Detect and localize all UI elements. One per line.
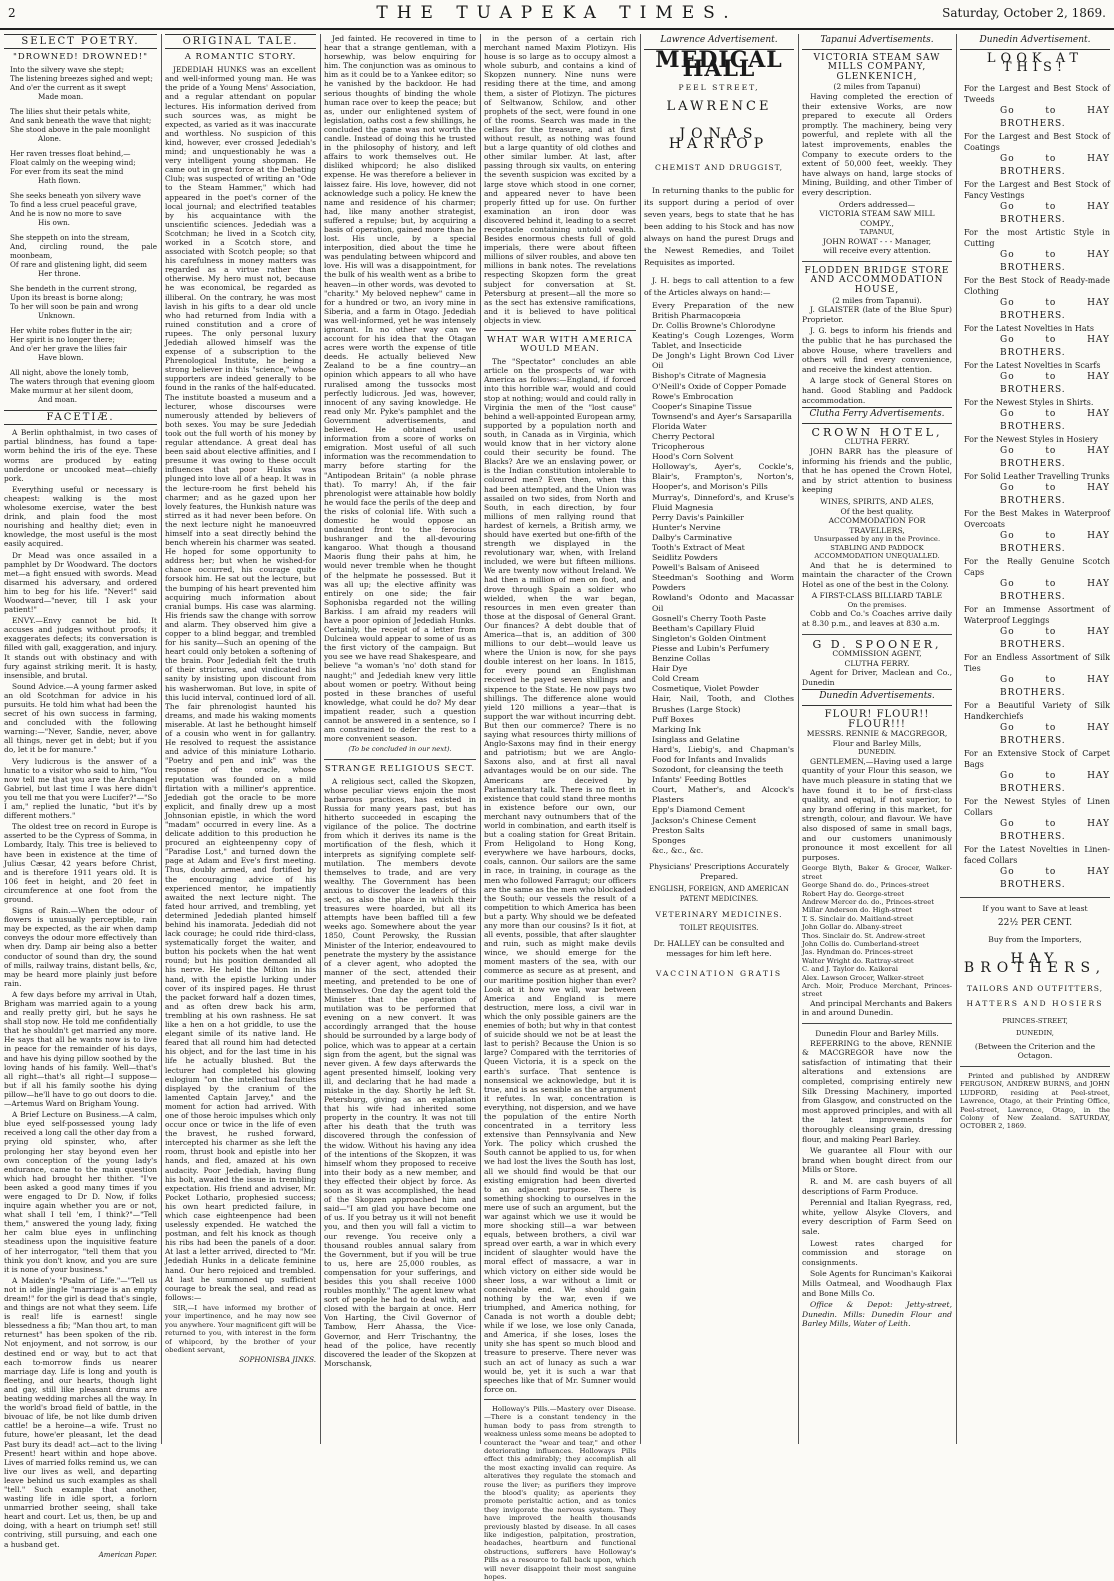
- poem-stanza: [10, 107, 157, 143]
- ad-section-header: Tapanui Advertisements.: [802, 34, 952, 50]
- brand-name: HAY BROTHERS,: [963, 950, 1107, 977]
- section-title: ORIGINAL TALE.: [165, 34, 316, 49]
- poem-line: Of rare and glistening light, did seem: [10, 260, 147, 270]
- crown-coach: Cobb and Co.'s Coaches arrive daily at 8.30 p.m., and leaves at 830 a.m.: [802, 609, 952, 628]
- offer-entry: [960, 748, 1110, 796]
- poem-stanza: [10, 368, 157, 404]
- signatory: John Collis do. Cumberland-street: [802, 940, 919, 949]
- vaccination-line: VACCINATION GRATIS: [655, 968, 783, 978]
- signatory-list: [802, 864, 952, 999]
- mills-text: REFERRING to the above, RENNIE & MACGREGOR have now the satisfaction of intimating that their alterations and extensions are completed, comprising entirely new Silk Dressing Machinery, imported from Glasgow, and constructed on the most approved principles, and with all the latest improvements for thoroughly cleansing grain, dressing flour, and making Pearl Barley.: [802, 1038, 952, 1144]
- offer-entry: [960, 131, 1110, 179]
- column-rule: [956, 34, 957, 1444]
- poem-line: All night, above the lonely tomb,: [10, 368, 129, 378]
- headline: STRANGE RELIGIOUS SECT.: [324, 763, 476, 774]
- poem-line: Make murmur at her silent doom,: [10, 386, 134, 396]
- signatory: Walter Wright do. Rattray-street: [802, 956, 914, 965]
- column-rule: [320, 34, 321, 1444]
- issue-date: Saturday, October 2, 1869.: [942, 6, 1106, 20]
- facetia-paragraph: Sound Advice.—A young farmer asked an old Scotchman for advice in his pursuits. He told him what had been the secret of his own success in farming, and concluded with the following warning:—"Never, Sandie, never, above all things, never get in debt; but if you do, let it be for manure.": [4, 681, 157, 755]
- go-to-line: Go to HAY BROTHERS.: [1000, 818, 1110, 842]
- product-item: Powell's Balsam of Aniseed: [652, 563, 760, 573]
- poem-line: She seeks beneath yon silvery wave: [10, 191, 141, 201]
- offer-label: For the Largest and Best Stock of Tweeds: [964, 83, 1110, 104]
- product-item: Beetham's Capillary Fluid: [652, 623, 755, 633]
- poem-line: And o'er her grave the lilies fair: [10, 344, 127, 354]
- mill-text: Having completed the erection of their extensive Works, are now prepared to execute all Orders promptly. The machinery, being very powerful, and replete with all the latest improvements, enables the Company to execute orders to the extent of 50,000 feet, weekly. They have always on hand, large stocks of Mining, Building, and other Timber of every description.: [802, 91, 952, 197]
- column-rule: [640, 34, 641, 1444]
- masthead: [0, 0, 1114, 30]
- product-item: Perry Davis's Painkiller: [652, 512, 744, 522]
- poem-line: To find a less cruel peaceful grave,: [10, 200, 138, 210]
- poem-line: Her spirit is no longer there;: [10, 335, 115, 345]
- mill-subtitle: (2 miles from Tapanui): [833, 82, 921, 92]
- product-list: [644, 301, 794, 856]
- product-item: Hunter's Nervine: [652, 522, 721, 532]
- poem-stanza: [10, 65, 157, 101]
- offer-label: For an Endless Assortment of Silk Ties: [964, 652, 1110, 673]
- crown-text-2: And that he is determined to maintain the character of the Crown Hotel as one of the best in the Colony.: [802, 560, 952, 589]
- spooner-role: COMMISSION AGENT,: [832, 649, 922, 659]
- offer-label: For the Latest Novelties in Hats: [964, 323, 1094, 333]
- poem-line: Into the silvery wave she stept;: [10, 65, 125, 75]
- proprietor-profession: CHEMIST AND DRUGGIST,: [655, 163, 783, 173]
- product-item: Isinglass and Gelatine: [652, 734, 740, 744]
- offer-label: For the Really Genuine Scotch Caps: [964, 556, 1110, 577]
- crown-billiard: A FIRST-CLASS BILLIARD TABLE: [811, 591, 943, 601]
- offer-label: For the Best Stock of Ready-made Clothing: [964, 275, 1110, 296]
- veterinary-line: VETERINARY MEDICINES.: [655, 910, 783, 920]
- mills-guarantee: We guarantee all Flour with our brand when bought direct from our Mills or Store.: [802, 1146, 952, 1175]
- product-item: Tooth's Extract of Meat: [652, 543, 745, 552]
- product-item: Seidlitz Powders: [652, 553, 718, 563]
- poem-line: And he is now no more to save: [10, 209, 122, 219]
- column-original-tale: [165, 34, 316, 1444]
- offer-entry: [960, 397, 1110, 434]
- offer-label: For the Newest Styles in Hosiery: [964, 434, 1099, 444]
- divider: [484, 1399, 636, 1400]
- poem-stanza: [10, 284, 157, 320]
- save-percent: 22½ PER CENT.: [997, 918, 1073, 929]
- go-to-line: Go to HAY BROTHERS.: [1000, 578, 1110, 602]
- poem: [10, 65, 157, 404]
- continued-note: (To be concluded in our next).: [348, 745, 452, 754]
- flodden-title: FLODDEN BRIDGE STORE AND ACCOMMODATION HOUSE,: [804, 265, 950, 296]
- poem-line: The waters through that evening gloom: [10, 377, 155, 387]
- save-line: If you want to Save at least: [982, 903, 1088, 913]
- product-item: Rowe's Embrocation: [652, 391, 734, 401]
- offer-label: For an Immense Assortment of Waterproof Leggings: [964, 604, 1110, 625]
- go-to-line: Go to HAY BROTHERS.: [1000, 153, 1110, 177]
- article-body: The "Spectator" concludes an able article on the prospects of war with America as follows:—England, if forced into this horrible war, would and could stop at nothing; would and could rally in Virginia the men of the "lost cause" behind a well-appointed European army, supported by a population north and south, in Canada as in Virginia, which would know that in her victory alone could their security be found. The Blacks? Are we an enslaving power, or is the Indian constitution intolerable to coloured men? Even then, when this had been attempted, and the Union was assailed on two sides, from North and South, in each direction, by four millions of men rallying round that hardest of kernels, a British army, we should have exerted but one-fifth of the strength we displayed in the revolutionary war, when, with Ireland included, we were but fifteen millions. We are twenty now without Ireland. We had then a million of men on foot, and drove through Spain a soldier who wielded, when the war began, resources in men even greater than those at the disposal of General Grant. Our finances? A debt double that of America—that is, an addition of 300 millions to our debt—would leave us where the Union is now, for she pays double interest on her loans. In 1815, for every pound an Englishman received he payed seven shillings and sixpence to the State. He now pays two shillings. The difference alone would yield 120 millions a year—that is support the war without incurring debt. But then our commerce? There is no saying what resources thirty millions of Anglo-Saxons may find in their energy and patriotism; but we are Anglo-Saxons also, and at first all naval advantages would be on our side. The Americans are deceived by Parliamentary talk. There is no fleet in existence that could stand three months in existence before our own, our merchant navy outnumbers that of the world in combination, and earth itself is but a coaling station for Great Britain. From Heligoland to Hong Kong, everywhere we have harbours, docks, coals, cannon. Our sailors are the same in race, in training, in courage as the men who followed Farragut; our officers are the same as the men who blockaded the South; our vessels the result of a competition to which America has been but a party. Why should we be defeated any more than our cousins? Is it fiot, at all events, possible, that after slaughter and ruin, such as might make devils wince, we should emerge for the moment masters of the sea, with our commerce as secure as at present, and our maritime position higher than ever? Look at it how we will, war between America and England is mere destruction, mere loss, a civil war in which the only possible gainers are the enemies of both; but why in that contest of suicide should we not be at least the last to perish? Because the Union is so large? Compared with the territories of Queen Victoria, it is a speck on the earth's surface. That sentence is nonsensical we acknowledge, but it is true, and is as sensible as the argument it refutes. In war, concentration is everything, not dispersion, and we have the population of the entire North concentrated in a territory less extensive than Pennsylvania and New York. The policy which crushed the South cannot be applied to us, for when we had lost the lives the South has lost, all we should find would be that our existing emigration had been diverted to an adjacent purpose. There is something shocking to ourselves in the mere use of such an argument, but the war against which we use it would be more shocking still—a war between equals, between brothers, a civil war spread over earth, a war in which every incident of slaughter would have the moral effect of massacre, a war in which victory on either side would be sheer loss, a war without a limit or conceivable end. We should gain nothing by the war, even if we triumphed, and America nothing, for Canada is not worth a double debt; while if we lose, we lose only Canada, and America, if she loses, loses the unity she has spent so much blood and treasure to preserve. There never was such an act of lunacy as such a war would be, yet it is such a war that speeches like that of Mr. Sumner would force on.: [484, 357, 636, 1394]
- mills-seeds: Perennial and Italian Ryegrass, red, white, yellow Alsyke Clovers, and every description of Farm Seed on sale.: [802, 1198, 952, 1236]
- crown-title: CROWN HOTEL,: [811, 425, 943, 439]
- poem-line: The listening breezes sighed and wept;: [10, 74, 153, 84]
- mills-title: Dunedin Flour and Barley Mills.: [815, 1029, 939, 1039]
- go-to-line: Go to HAY BROTHERS.: [1000, 626, 1110, 650]
- go-to-line: Go to HAY BROTHERS.: [1000, 249, 1110, 273]
- product-item: Infants' Feeding Bottles: [652, 775, 747, 785]
- signatory: Millar Anderson do. High-street: [802, 906, 912, 915]
- poem-line: Her throne.: [38, 269, 81, 279]
- offer-label: For an Extensive Stock of Carpet Bags: [964, 748, 1110, 769]
- offer-entry: [960, 796, 1110, 844]
- offer-entry: [960, 83, 1110, 131]
- offer-label: For the Best Makes in Waterproof Overcoats: [964, 508, 1110, 529]
- poem-line: Float calmly on the weeping wind;: [10, 158, 136, 168]
- product-item: Preston Salts: [652, 825, 705, 835]
- flour-firm: MESSRS. RENNIE & MACGREGOR, Flour and Barley Mills,: [806, 729, 948, 748]
- facetia-paragraph: Very ludicrous is the answer of a lunatic to a visitor who said to him, "You now tell me that you are the Archangel Gabriel, but last time I was here didn't you tell me that you were Lucifer?"—"So I am," replied the lunatic, "but it's by different mothers.": [4, 756, 157, 821]
- poem-line: Made moan.: [38, 92, 84, 102]
- poem-line: Unknown.: [38, 311, 76, 321]
- ad-town: LAWRENCE: [666, 99, 772, 115]
- holloway-advert: Holloway's Pills.—Mastery over Disease.—There is a constant tendency in the human body to pass from strength to weakness unless some means be adopted to counteract the "wear and tear," and other deteriorating influences. Holloways Pills effect this admirably; they accomplish all the most exacting invalid can require. As alteratives they regulate the stomach and rouse the liver; as purifiers they improve the blood's quality; as aperients they promote peristaltic action, and as tonics they invigorate the nervous system. They have improved the health thousands previously blasted by disease. In all cases like indigestion, palpitation, prostration, headaches, heartburn and functional obstructions, sufferers have Holloway's Pills as a resource to fall back upon, which will never disappoint their most sanguine hopes.: [484, 1404, 636, 1581]
- crown-text: JOHN BARR has the pleasure of informing his friends and the public, that he has opened the Crown Hotel, and by strict attention to business keeping: [802, 446, 952, 495]
- facetia-paragraph: A Berlin ophthalmist, in two cases of partial blindness, has found a tape-worm behind the iris of the eye. These worms are produced by eating underdone or uncooked meat—chiefly pork.: [4, 428, 157, 483]
- product-item: Hair, Nail, Tooth, and Clothes Brushes (Large Stock): [652, 694, 794, 714]
- product-item: Holloway's, Ayer's, Cockle's, Blair's, Frampton's, Norton's, Hooper's, and Morison's Pills: [652, 462, 794, 492]
- ad-intro: In returning thanks to the public for its support during a period of over seven years, begs to state that he has been adding to his Stock and has now always on hand the purest Drugs and the Newest Remedies, and Toilet Requisites as imported.: [644, 185, 794, 267]
- crown-unsurpassed: Unsurpassed by any in the Province.: [813, 535, 941, 544]
- ad-title: LOOK AT THIS!: [986, 50, 1084, 76]
- product-item: Bishop's Citrate of Magnesia: [652, 371, 767, 381]
- offer-entry: [960, 323, 1110, 360]
- product-item: Puff Boxes: [652, 714, 694, 724]
- crown-premises: On the premises.: [847, 600, 907, 609]
- section-title: FACETIÆ.: [4, 410, 157, 425]
- flour-town: DUNEDIN.: [858, 748, 896, 757]
- divider: [802, 261, 952, 262]
- poem-title: "DROWNED! DROWNED!": [12, 52, 149, 63]
- story-body-continued: Jed fainted. He recovered in time to hear that a strange gentleman, with a horsewhip, was below enquiring for him. The conjunction was as ominous to him as it could be to a Yankee editor; so he vanished by the backdoor. He had serious thoughts of binding the whole human race over to keep the peace; but as, under our enlightened system of legislation, oaths cost a few shillings, he concluded the game was not worth the candle. Instead of doing this he trusted in the philosophy of history, and left affairs to work themselves out. He disliked whipcord; he also disliked expense. He was therefore a believer in laissez faire. His love, however, did not acknowledge such a policy. He knew the name and residence of his charmer; had, like many another strategist, suffered a repulse; but, by acquiring a basis of operation, gained more than he lost. His uncle, by a special interposition, died about the time he was pendulating between whipcord and love. His will was a disappointment, for the bulk of his wealth went as a bribe to heaven—in other words, was devoted to "charity." My beloved nephew" came in for a hundred or two, an ivory mine in Siberia, and a farm in Otago. Jedediah was well-informed, yet he was intensely ignorant. In no other way can we account for his idea that the Otagan acres were worth the expense of title deeds. He actually believed New Zealand to be a fine country—an opinion which appears to all who have ruralised among the tussocks most perfectly ludicrous. Jed was, however, innocent of any saving knowledge. He read only Mr. Pyke's pamphlet and the Government advertisements, and believed. He obtained useful information from a score of works on emigration. Most useful of all such information was the recommendation to marry before starting for the "Antipodean Britain" (a noble phrase that). To marry! Ah, if the fair phrenologist were attainable how boldly he would face the perils of the deep and the risks of colonial life. With such a domestic he would oppose an undaunted front to the ferocious bushranger and the all-devouring kangaroo. What though a thousand Maoris flung their pahs at him, he would never tremble when he thought of the helpmate he possessed. But it was all up; the elective affinity was entirely on one side; the fair Sophonisba regarded not the willing Barkiss. I am afraid my readers will have a poor opinion of Jedediah Hunks. Certainly, the receipt of a letter from Dulcinea would appear to some of us as the first victory of the campaign. But you see we have read Shakespeare, and believe "a woman's 'no' doth stand for naught;" and Jedediah knew very little about women or poetry. Without being posted in these branches of useful knowledge, what could he do? My dear impatient reader, such a question cannot be answered in a sentence, so I am constrained to defer the rest to a more convenient season.: [324, 34, 476, 744]
- divider: [960, 897, 1110, 898]
- product-item: Rowland's Odonto and Macassar Oil: [652, 593, 794, 613]
- poem-line: She steppeth on into the stream,: [10, 233, 130, 243]
- poem-line: His own.: [38, 218, 70, 228]
- product-item: Jackson's Chinese Cement: [652, 815, 757, 825]
- offer-entry: [960, 700, 1110, 748]
- signatory: George Shand do. do., Princes-street: [802, 881, 929, 890]
- mills-rates: Lowest rates charged for commission and storage on consignments.: [802, 1238, 952, 1267]
- product-item: Townsend's and Ayer's Sarsaparilla: [652, 411, 792, 421]
- ad-intro-2: J. H. begs to call attention to a few of the Articles always on hand:—: [644, 275, 794, 297]
- poem-line: She bendeth in the current strong,: [10, 284, 137, 294]
- go-to-line: Go to HAY BROTHERS.: [1000, 482, 1110, 506]
- offer-entry: [960, 179, 1110, 227]
- product-item: Benzine Collas: [652, 654, 711, 664]
- mills-office: Office & Depot: Jetty-street, Dunedin. Mills: Dunedin Flour and Barley Mills, Water of Leith.: [802, 1300, 952, 1329]
- poem-line: She stood above in the pale moonlight: [10, 125, 150, 135]
- go-to-line: Go to HAY BROTHERS.: [1000, 371, 1110, 395]
- poem-line: And, circling round, the pale moonbeam,: [10, 242, 157, 261]
- mills-buyers: R. and M. are cash buyers of all descriptions of Farm Produce.: [802, 1176, 952, 1196]
- story-body: JEDEDIAH HUNKS was an excellent and well-informed young man. He was the pride of a Young Mens' Association, and a regular attendant on popular lectures. His information derived from such sources was, as might be expected, as varied as it was inaccurate and worthless. No suspicion of this kind, however, ever crossed Jedediah's mind; and unquestionably he was a very intelligent young shopman. He came out in great force at the Debating Club; was suspected of writing an "Ode to the Steam Hammer," which had appeared in the poet's corner of the local journal; and electrified teatables by his acquaintance with the unscientific sciences. Jedediah was a Scotchman; he lived in a Scotch city, worked in a Scotch store, and associated with Scotch people; so that his carefulness in money matters was regarded as a virtue rather than otherwise. My hero must not, because he was economical, be regarded as illiberal. On the contrary, he was most lavish in his gifts to a dear old uncle who had returned from India with a ruined constitution and a crore of rupees. The only personal luxury Jedediah allowed himself was the expense of a subscription to the Phrenological Institute, he being a strong believer in this "science," whose supporters are indeed generally to be found in the ranks of the half-educated. The institute boasted a museum and a lecturer, whose discourses were numerously attended by believers of both sexes. You may be sure Jedediah took out the full worth of his money by regular attendance. A great deal has been said about elective affinities, and I presume it was owing to these occult influences that poor Hunks was plunged into love all of a heap. It was in the lecture-room he first beheld his charmer; and as he gazed upon her lovely features, the Hunkish nature was stirred as it had never been before. On the next lecture night he manoeuvred himself into a seat directly behind the bench wherein his charmer was seated. He hoped for some opportunity to address her; but when he wished-for chance occurred, his courage quite forsook him. He sat out the lecture, but the bumping of his heart prevented him acquiring much information about cranial bumps. His case was alarming. His friends saw the change with sorrow and alarm. They observed him give a copper to a blind beggar, and trembled for his sanity—Such an opening of the heart could only betoken a softening of the brain. Poor Jedediah felt the truth of their strictures, and vindicated his sanity by insisting upon discount from his washerwoman. But love, in spite of this lucid interval, continued lord of all. The fair phrenologist haunted his dreams, and made his waking moments miserable. At last he bethought himself of a cousin who went in for gallantry. He resolved to request the assistance and advice of this miniature Lothario. "Poetry and pen and ink" was the response of the oracle, whose reputation was founded on a mild flirtation with a milliner's apprentice. Jedediah got the oracle to be more explicit, and finally drew up a most Johnsonian epistle, in which the word "madam" occurred in every line. As a delicate addition to this production he procured an eighteenpenny copy of "Paradise Lost," and turned down the page at Adam and Eve's first meeting. Thus, doubly armed, and fortified by the encouraging advice of his experienced mentor, he impatiently awaited the next lecture night. The fated hour arrived, and trembling, yet determined Jedediah planted himself behind his inamorata. Jedediah did not lack courage; he could ride third-class, systematically forget the waiter, and button his pockets when the hat went round; but his position demanded all his nerve. He held the Milton in his hand, with the epistle lurking under cover of its inspired pages. He thrust the packet forward half a dozen times, and as often drew back his arm, trembling at his own rashness. He sat like a hen on a hot griddle, to use the elegant simile of its native land. He feared that all round him had detected his object, and for the last time in his life he actually blushed. But the lecturer had completed his glowing eulogium "on the intellectual faculties displayed by the cranium of the lamented Captain Jarvey," and the moment for action had arrived. With one of those heroic impulses which only occur once or twice in the life of even the bravest, he rushed forward, intercepted his charmer as she left the room, thrust book and epistle into her hands, and fled, amazed at his own audacity. Poor Jedediah, having flung his bolt, awaited the issue in trembling expectation. His friend and adviser, Mr. Pocket Lothario, prophesied success; his own heart predicted failure, in which case eighteenpence had been uselessly expended. He watched the postman, and felt his knock as though his ribs had been the panels of a door. At last a letter arrived, directed to "Mr. Jedediah Hunks in a delicate feminine hand. Our hero rejoiced and trembled. At last he summoned up sufficient courage to break the seal, and read as follows:—: [165, 65, 316, 1302]
- offer-label: For the Newest Styles of Linen Collars: [964, 796, 1110, 817]
- offer-label: For the Latest Novelties in Linen-faced Collars: [964, 844, 1110, 865]
- facetia-paragraph: A Brief Lecture on Business.—A calm, blue eyed self-possessed young lady received a long call the other day from a prying old spinster, who, after prolonging her stay beyond even her own conception of the young lady's endurance, came to the main question which had brought her thither. "I've been asked a good many times if you were engaged to Dr D. Now, if folks inquire again whether you are or not, what shall I tell 'em, I think?"—"Tell them," answered the young lady, fixing her calm blue eyes in unflinching steadiness upon the inquisitive feature of her interrogator, "tell them that you think you don't know, and you are sure it is none of your business.": [4, 1110, 157, 1274]
- mill-place: TAPANUI,: [859, 228, 895, 237]
- spooner-title: G D. SPOONER,: [812, 637, 942, 651]
- product-item: Court, Mather's, and Alcock's Plasters: [652, 785, 794, 805]
- brand-town: DUNEDIN,: [1016, 1029, 1054, 1038]
- facetia-paragraph: A Maiden's "Psalm of Life."—"Tell us not in idle jingle "marriage is an empty dream!" for the girl is dead that's single, and things are not what they seem. Life is real! life is earnest! single blessedness a fib; "Man thou art, to man returnest" has been spoken of the rib. Not enjoyment, and not sorrow, is our destined end or way, but to act that each to-morrow finds us nearer marriage day. Life is long and youth is fleeting, and our hearts, though light and gay, still like pleasant drums are beating wedding marches all the way. In the world's broad field of battle, in the bivouac of life, be not like dumb driven cattle! be a heroine—a wife. Trust no future, howe'er pleasant, let the dead Past bury its dead! act—act to the living Present! heart within and hope above. Lives of married folks remind us, we can live our lives as well, and departing leave behind us such examples as shall "tell." Such example that another, wasting life in idle sport, a forlorn unmarried brother seeing, shall take heart and court. Let us, then, be up and doing, with a heart on triumph set! still contriving, still pursuing, and each one a husband get.: [4, 1275, 157, 1549]
- signatory: Thos. Sinclair do. St. Andrew-street: [802, 931, 926, 940]
- poem-line: For ever from its seat the mind: [10, 167, 124, 177]
- flour-and: And principal Merchants and Bakers in and around Dunedin.: [802, 998, 952, 1018]
- divider: [484, 330, 636, 331]
- poem-line: Her white robes flutter in the air;: [10, 326, 133, 336]
- poem-line: Alone.: [38, 134, 61, 144]
- brand-line-3: HATTERS AND HOSIERS: [966, 999, 1104, 1009]
- facetia-paragraph: Dr Mead was once assailed in a pamphlet by Dr Woodward. The doctors met—a fight ensued with swords. Mead disarmed his adversary, and ordered him to beg for his life. "Never!" said Woodward—"never, till I ask your patient!": [4, 550, 157, 615]
- flodden-proprietor: J. GLAISTER (late of the Blue Spur) Proprietor.: [802, 305, 952, 324]
- offer-entry: [960, 471, 1110, 508]
- facetia-paragraph: Signs of Rain.—When the odour of flowers is unusually perceptible, rain may be expected, as the air when damp conveys the odour more effectively than when dry. Damp air being also a better conductor of sound than dry, the sound of mills, railway trains, distant bells, &c, may be heard more plainly just before rain.: [4, 906, 157, 988]
- column-poetry-facetiae: [4, 34, 157, 1559]
- offer-list: [960, 83, 1110, 892]
- mill-title: VICTORIA STEAM SAW MILLS COMPANY, GLENKENICH,: [813, 52, 941, 82]
- poem-line: And sank beneath the wave that night;: [10, 116, 152, 126]
- column-war-article: [484, 34, 636, 1581]
- poem-line: Upon its breast is borne along;: [10, 293, 123, 303]
- poem-line: Hath flown.: [38, 176, 81, 186]
- crown-accommodation: ACCOMMODATION FOR TRAVELLERS,: [828, 516, 926, 535]
- product-item: Hard's, Liebig's, and Chapman's Food for Infants and Invalids: [652, 744, 794, 764]
- crown-stabling: STABLING AND PADDOCK ACCOMMODATION UNEQUALLED.: [814, 543, 940, 561]
- product-item: Marking Ink: [652, 724, 701, 734]
- mill-note: will receive every attention.: [823, 246, 931, 256]
- poem-line: Her raven tresses float behind,—: [10, 149, 131, 159]
- offer-entry: [960, 360, 1110, 397]
- offer-label: For the Newest Styles in Shirts.: [964, 397, 1094, 407]
- printer-imprint: Printed and published by ANDREW FERGUSON, ANDREW BURNS, and JOHN LUDFORD, residing at Peel-street, Lawrence, Otago, at their Printing Office, Peel-street, Lawrence, Otago, in the Colony of New Zealand. SATURDAY, OCTOBER 2, 1869.: [960, 1071, 1110, 1131]
- spooner-text: Agent for Driver, Maclean and Co., Dunedin: [802, 668, 952, 687]
- brand-street: PRINCES-STREET,: [1002, 1016, 1068, 1025]
- offer-label: For Solid Leather Travelling Trunks: [964, 471, 1110, 481]
- article-body: A religious sect, called the Skopzen, whose peculiar views enjoin the most barbarous practices, has existed in Russia for many years past, but has hitherto succeeded in escaping the vigilance of the police. The doctrine from which it derives its name is the mortification of the flesh, which it interprets as signifying complete self-mutilation. The members devote themselves to trade, and are very wealthy. The Government has been anxious to discover the leaders of this sect, as also the place in which their treasures were hoarded, but all its attempts have been baffled till a few weeks ago. Somewhere about the year 1850, Count Perowsky, the Russian Minister of the Interior, endeavoured to penetrate the mystery by the assistance of a clever agent, who adopted the manner of the sect, attended their meeting, and pretended to be one of themselves. One day the agent told the Minister that the operation of mutilation was to be performed that evening on a new convert. It was accordingly arranged that the house should be surrounded by a large body of police, which was to appear at a certain sign from the agent, but the signal was never given. A few days afterwards the agent presented himself, looking very ill, and declaring that he had made a mistake in the day. Shortly he left St. Petersburg, giving as an explanation that his wife had inherited some property in the country. It was not till after his death that the truth was discovered through the confession of the widow. Without his having any idea of the intentions of the Skopzen, it was himself whom they proposed to receive into their body as a new member, and they effected their object by force. As soon as it was accomplished, the head of the Skopzen approached him and said—"I am glad you have become one of us. If you betray us it will not benefit you, and then you will fall a victim to our revenge. You receive only a thousand roubles annual salary from the Government, but if you will be true to us, here are 25,000 roubles, as compensation for your sufferings, and besides this you shall receive 1000 roubles monthly." The agent knew what sort of people he had to deal with, and closed with the bargain at once. Herr Von Harting, the Civil Governor of Tambow, Herr Ahassa, the Vice-Governor, and Herr Trischantny, the head of the police, have recently discovered the leader of the Skopzen at Morschansk,: [324, 776, 476, 1368]
- offer-label: For the Latest Novelties in Scarfs: [964, 360, 1101, 370]
- offer-label: For the Largest and Best Stock of Coatings: [964, 131, 1110, 152]
- product-item: Cold Cream: [652, 674, 699, 684]
- poem-stanza: [10, 149, 157, 185]
- offer-entry: [960, 508, 1110, 556]
- facetia-paragraph: A few days before my arrival in Utah, Brigham was married again to a young and really pretty girl, but he says he shall stop now. He told me confidentially that he shouldn't get married any more. He says that all he wants now is to live in peace for the remainder of his days, and have his dying pillow soothed by the loving hands of his family. Well—that's all right—that's all right—I suppose—but if all his family soothe his dying pillow—he'll have to go out doors to die.—Artemus Ward on Brigham Young.: [4, 989, 157, 1109]
- divider: [802, 634, 952, 635]
- mills-agents: Sole Agents for Runciman's Kaikorai Mills Oatmeal, and Woodhaugh Flax and Bone Mills Co.: [802, 1269, 952, 1298]
- product-item: Cherry Pectoral: [652, 431, 715, 441]
- section-title: SELECT POETRY.: [4, 34, 157, 49]
- signatory: T. S. Sinclair do. Maitland-street: [802, 914, 914, 923]
- product-item: Sponges: [652, 835, 686, 845]
- column-rule: [798, 34, 799, 1444]
- ad-section-header: Clutha Ferry Advertisements.: [802, 407, 952, 424]
- divider: [802, 1023, 952, 1024]
- prescriptions-line: Physicians' Prescriptions Accurately Prepared.: [649, 861, 789, 881]
- story-letter: SIR,—I have informed my brother of your impertinence, and he may now see you anywhere. Your magnificent gift will be returned to you, with interest in the form of whipcord, by the brother of your obedient servant,: [165, 1303, 316, 1354]
- product-item: &c., &c., &c.: [652, 845, 704, 855]
- product-item: Every Preparation of the new British Pharmacopœia: [652, 300, 794, 320]
- ad-title: MEDICAL HALL: [655, 46, 783, 83]
- signatory: Andrew Mercer do. do., Princes-street: [802, 898, 935, 906]
- ad-section-header: Dunedin Advertisement.: [960, 34, 1110, 50]
- mill-manager: JOHN ROWAT - - - Manager,: [822, 236, 932, 246]
- mill-address: VICTORIA STEAM SAW MILL COMPY.,: [819, 209, 935, 228]
- ad-section-header: Lawrence Advertisement.: [644, 34, 794, 50]
- product-item: Steedman's Soothing and Worm Powders: [652, 573, 794, 593]
- product-item: Hair Dye: [652, 664, 688, 674]
- poem-stanza: [10, 191, 157, 227]
- poem-line: The lilies shut their petals white,: [10, 107, 131, 117]
- product-item: Tricopherous: [652, 442, 705, 452]
- signatory: Jas. Hyndman do. Princes-street: [802, 948, 913, 957]
- signatory: C. and J. Taylor do. Kaikorai: [802, 965, 898, 974]
- offer-label: For the most Artistic Style in Cutting: [964, 227, 1110, 248]
- product-item: Dalby's Carminative: [652, 532, 732, 542]
- divider: [960, 1066, 1110, 1067]
- ad-section-header: Dunedin Advertisements.: [802, 689, 952, 706]
- product-item: Singleton's Golden Ointment: [652, 633, 767, 643]
- go-to-line: Go to HAY BROTHERS.: [1000, 297, 1110, 321]
- product-item: De Jongh's Light Brown Cod Liver Oil: [652, 351, 794, 371]
- go-to-line: Go to HAY BROTHERS.: [1000, 722, 1110, 746]
- offer-entry: [960, 556, 1110, 604]
- offer-entry: [960, 434, 1110, 471]
- offer-label: For a Beautiful Variety of Silk Handkerchiefs: [964, 700, 1110, 721]
- article-body: in the person of a certain rich merchant named Maxim Plotizyn. His house is so large as to occupy almost a whole suburb, and contains a kind of Skopzen nunnery. Nine nuns were residing there at the time, and among them, a sister of Plotizyn. The pictures of Seltwanow, Schilow, and other prophets of the sect, were found in one of the rooms. Search was made in the cellars for the treasure, and at first without result, as nothing was found but a large quantity of old clothes and other similar lumber. At last, after passing through six vaults, on entering the seventh suspicion was excited by a large stove which stood in one corner, and appeared never to have been properly fitted up for use. On further examination an iron door was discovered behind it, leading to a secret receptacle containing untold wealth. Besides enormous chests full of gold imperials, there were about fifteen millions of silver roubles, and above ten millions in bank notes. The revelations respecting Skopzen form the great subject for conversation at St. Petersburg at present—all the more so as the sect has extensive ramifications, and it is believed to have political objects in view.: [484, 34, 636, 325]
- product-item: Murray's, Dinneford's, and Kruse's Fluid Magnesia: [652, 492, 794, 512]
- doctor-line: Dr. HALLEY can be consulted and messages for him left here.: [653, 939, 785, 959]
- ad-street: PEEL STREET,: [678, 82, 760, 92]
- offer-entry: [960, 275, 1110, 323]
- facetia-paragraph: Everything useful or necessary is cheapest: walking is the most wholesome exercise, water the best drink, and plain food the most nourishing and healthy diet; even in knowledge, the most useful is the most easily acquired.: [4, 484, 157, 549]
- column-rule: [480, 34, 481, 1444]
- brand-line-2: TAILORS AND OUTFITTERS,: [966, 983, 1104, 993]
- product-item: Cooper's Sinapine Tissue: [652, 401, 752, 411]
- poem-line: And moan.: [38, 395, 78, 405]
- flodden-subtitle: (2 miles from Tapanui).: [832, 295, 922, 305]
- column-rule: [161, 34, 162, 1444]
- offer-entry: [960, 604, 1110, 652]
- newspaper-title: THE TUAPEKA TIMES.: [376, 3, 738, 23]
- poem-stanza: [10, 326, 157, 362]
- flodden-text: J. G. begs to inform his friends and the public that he has purchased the above House, where travellers and others will find every convenience, and receive the kindest attention.: [802, 326, 952, 374]
- signatory: Arch. Moir, Produce Merchant, Princes-street: [802, 982, 952, 999]
- headline: WHAT WAR WITH AMERICA WOULD MEAN.: [486, 335, 634, 355]
- offer-label: For the Largest and Best Stock of Fancy Vestings: [964, 179, 1110, 200]
- story-title: A ROMANTIC STORY.: [184, 52, 297, 63]
- crown-quality: Of the best quality.: [840, 506, 914, 516]
- flour-title: FLOUR! FLOUR!! FLOUR!!!: [824, 709, 930, 730]
- offer-entry: [960, 652, 1110, 700]
- facetia-paragraph: ENVY.—Envy cannot be hid. It accuses and judges without proofs; it exaggerates defects; its conversation is filled with gall, exaggeration, and injury. It stands out with obstinacy and with fury against striking merit. It is hasty, insensible, and brutal.: [4, 616, 157, 680]
- go-to-line: Go to HAY BROTHERS.: [1000, 530, 1110, 554]
- product-item: Hood's Corn Solvent: [652, 452, 734, 462]
- divider: [324, 759, 476, 760]
- product-item: O'Neill's Oxide of Copper Pomade: [652, 381, 787, 391]
- flour-text: GENTLEMEN,—Having used a large quantity of your Flour this season, we have much pleasure in stating that we have found it to be of first-class quality, and equal, if not superior, to any brand offering in this market, for strength, colour, and flavour. We have also disposed of same in small bags, and our customers unanimously pronounce it most excellent for all purposes.: [802, 756, 952, 862]
- product-item: Piesse and Lubin's Perfumery: [652, 643, 770, 653]
- crown-place: CLUTHA FERRY.: [844, 437, 910, 447]
- signatory: John Gollar do. Albany-street: [802, 923, 902, 932]
- poem-line: And o'er the current as it swept: [10, 83, 126, 93]
- mill-orders: Orders addressed—: [838, 199, 916, 209]
- column-story-continued: [324, 34, 476, 1444]
- brand-location: (Between the Criterion and the Octagon.: [974, 1041, 1096, 1061]
- proprietor-name: JONAS HARROP: [668, 125, 770, 152]
- offer-entry: [960, 227, 1110, 275]
- product-item: Sozodont, for cleansing the teeth: [652, 765, 784, 775]
- go-to-line: Go to HAY BROTHERS.: [1000, 201, 1110, 225]
- product-item: Gosnell's Cherry Tooth Paste: [652, 613, 767, 623]
- toilet-line: TOILET REQUISITES.: [679, 923, 759, 932]
- go-to-line: Go to HAY BROTHERS.: [1000, 445, 1110, 469]
- go-to-line: Go to HAY BROTHERS.: [1000, 334, 1110, 358]
- go-to-line: Go to HAY BROTHERS.: [1000, 770, 1110, 794]
- product-item: Dr. Collis Browne's Chlorodyne: [652, 320, 776, 330]
- go-to-line: Go to HAY BROTHERS.: [1000, 105, 1110, 129]
- importers-line: Buy from the Importers,: [988, 934, 1082, 944]
- crown-wines: WINES, SPIRITS, AND ALES,: [820, 496, 934, 506]
- product-item: Keating's Cough Lozenges, Worm Tablet, and Insecticide: [652, 331, 794, 351]
- offer-entry: [960, 844, 1110, 892]
- go-to-line: Go to HAY BROTHERS.: [1000, 866, 1110, 890]
- poem-stanza: [10, 233, 157, 278]
- page-number: 2: [8, 6, 16, 20]
- product-item: Florida Water: [652, 421, 707, 431]
- column-medical-hall-ad: [644, 34, 794, 1444]
- medicines-line: ENGLISH, FOREIGN, AND AMERICAN PATENT MEDICINES.: [649, 885, 789, 903]
- source-credit: American Paper.: [98, 1550, 157, 1559]
- column-tapanui-clutha-dunedin: [802, 34, 952, 1444]
- product-item: Cosmetique, Violet Powder: [652, 684, 759, 694]
- product-item: Epp's Diamond Cement: [652, 805, 746, 815]
- facetia-paragraph: The oldest tree on record in Europe is asserted to be the Cypress of Somma, in Lombardy, Italy. This tree is believed to have been in existence at the time of Julius Cæsar, 42 years before Christ, and is therefore 1911 years old. It is 106 feet in height, and 20 feet in circumference at one foot from the ground.: [4, 822, 157, 904]
- signatory: George Blyth, Baker & Grocer, Walker-street: [802, 864, 952, 881]
- column-hay-brothers-ad: [960, 34, 1110, 1444]
- signatory: Alex. Lawson Grocer, Walker-street: [802, 973, 924, 982]
- go-to-line: Go to HAY BROTHERS.: [1000, 408, 1110, 432]
- signatory: Robert Hay do. George-street: [802, 889, 905, 898]
- poem-line: To her will soon be pain and wrong: [10, 302, 139, 312]
- flodden-stock: A large stock of General Stores on hand. Good Stabling and Paddock accommodation.: [802, 376, 952, 405]
- article-body: [4, 428, 157, 1548]
- spooner-place: CLUTHA FERRY.: [844, 658, 910, 668]
- go-to-line: Go to HAY BROTHERS.: [1000, 674, 1110, 698]
- letter-signature: SOPHONISBA JINKS.: [239, 1356, 316, 1365]
- poem-line: Have blown.: [38, 353, 84, 363]
